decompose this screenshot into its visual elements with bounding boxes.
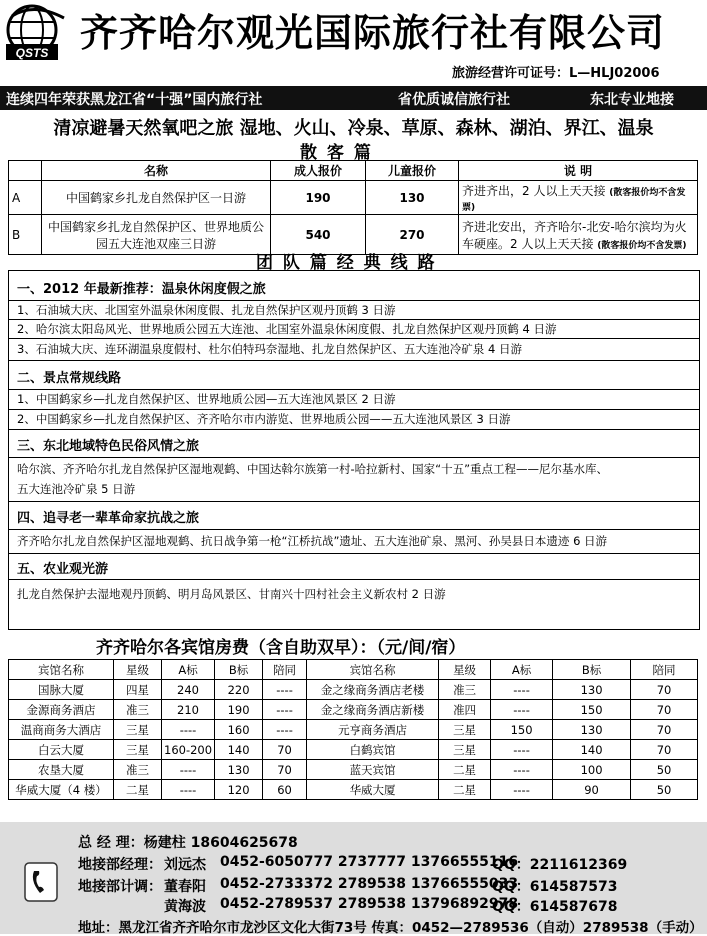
hotel-title: 齐齐哈尔各宾馆房费（含自助双早）：（元/间/宿） [96,638,466,658]
contact-phones: 0452-2733372 2789538 13766555033 [220,876,519,892]
honors-banner [0,86,707,110]
sanke-title: 散 客 篇 [300,143,373,163]
hotel-cell: 二星 [114,780,162,800]
hotel-cell: 70 [631,740,698,760]
hotel-cell: 70 [263,760,307,780]
hotel-cell: 50 [631,760,698,780]
hotel-cell: 120 [215,780,263,800]
hotel-cell: 130 [553,680,631,700]
hotel-cell: 130 [553,720,631,740]
col-name: 名称 [42,161,271,181]
hotel-cell: ---- [491,780,553,800]
hotel-cell: 白鹤宾馆 [307,740,439,760]
route-category [9,501,699,530]
hotel-col-guide: 陪同 [263,660,307,680]
license-number: 旅游经营许可证号：L—HLJ02006 [452,66,660,81]
telephone-icon [24,862,58,902]
hotel-row [9,740,698,760]
route-text: 五、农业观光游 [17,562,109,577]
hotel-col-name-2: 宾馆名称 [307,660,439,680]
hotel-cell: ---- [162,720,215,740]
hotel-col-name: 宾馆名称 [9,660,114,680]
hotel-header-row [9,660,698,680]
row-child: 270 [366,215,459,255]
route-item [9,579,699,609]
contact-role: 地接部计调： [78,879,162,895]
row-adult: 540 [271,215,366,255]
hotel-row [9,780,698,800]
col-note: 说 明 [459,161,698,181]
route-item [9,338,699,361]
hotel-cell: ---- [263,680,307,700]
route-text: 3、石油城大庆、连环湖温泉度假村、杜尔伯特玛奈湿地、扎龙自然保护区、五大连池冷矿泉 4 日游 [17,342,522,356]
hotel-cell: 三星 [439,740,491,760]
hotel-cell: 70 [631,680,698,700]
hotel-col-star: 星级 [114,660,162,680]
company-name: 齐齐哈尔观光国际旅行社有限公司 [80,11,666,55]
hotel-cell: 50 [631,780,698,800]
contact-name: 董春阳 [164,879,206,895]
row-note [459,181,698,215]
hotel-cell: ---- [162,780,215,800]
route-text: 三、东北地域特色民俗风情之旅 [17,439,200,454]
route-item [9,409,699,430]
hotel-cell: 温商商务大酒店 [9,720,114,740]
hotel-cell: 金之缘商务酒店新楼 [307,700,439,720]
hotel-cell: 准四 [439,700,491,720]
hotel-col-star-2: 星级 [439,660,491,680]
hotel-cell: 金之缘商务酒店老楼 [307,680,439,700]
note-small: (散客报价均不含发票) [462,188,686,213]
team-title: 团 队 篇 经 典 线 路 [256,253,437,273]
hotel-cell: 220 [215,680,263,700]
note-text: 齐进齐出，2 人以上天天接 [462,184,606,198]
hotel-cell: 140 [553,740,631,760]
hotel-cell: 150 [491,720,553,740]
route-category [9,429,699,458]
hotel-cell: 白云大厦 [9,740,114,760]
hotel-col-guide-2: 陪同 [631,660,698,680]
route-text: 哈尔滨、齐齐哈尔扎龙自然保护区湿地观鹤、中国达斡尔族第一村-哈拉新村、国家“十五”重点工程——尼尔基水库、 [17,462,609,476]
hotel-cell: 华威大厦（4 楼） [9,780,114,800]
route-text: 2、中国鹤家乡—扎龙自然保护区、齐齐哈尔市内游览、世界地质公园——五大连池风景区 3 日游 [17,412,511,426]
hotel-cell: 金源商务酒店 [9,700,114,720]
route-item [9,529,699,554]
hotel-cell: ---- [491,700,553,720]
hotel-cell: 二星 [439,760,491,780]
summer-tour-line: 清凉避暑天然氧吧之旅 湿地、火山、冷泉、草原、森林、湖泊、界江、温泉 [53,118,654,139]
hotel-cell: 二星 [439,780,491,800]
hotel-cell: 三星 [114,720,162,740]
hotel-cell: ---- [162,760,215,780]
route-text: 四、追寻老一辈革命家抗战之旅 [17,511,200,526]
contact-qq: QQ：614587678 [492,899,618,915]
hotel-cell: 三星 [114,740,162,760]
team-routes [8,270,700,630]
hotel-col-b-2: B标 [553,660,631,680]
route-text: 扎龙自然保护去湿地观丹顶鹤、明月岛风景区、甘南兴十四村社会主义新农村 2 日游 [17,587,446,601]
route-item [9,457,699,502]
hotel-cell: 70 [263,740,307,760]
row-code: B [9,215,42,255]
sanke-table [8,160,698,255]
note-small: (散客报价均不含发票) [597,240,687,251]
hotel-cell: 60 [263,780,307,800]
contact-qq: QQ：2211612369 [492,857,628,873]
company-logo [4,4,70,62]
hotel-cell: 210 [162,700,215,720]
route-text: 1、中国鹤家乡—扎龙自然保护区、世界地质公园—五大连池风景区 2 日游 [17,392,396,406]
hotel-cell: 农垦大厦 [9,760,114,780]
hotel-cell: 240 [162,680,215,700]
hotel-row [9,680,698,700]
hotel-cell: 160 [215,720,263,740]
contact-role: 地接部经理： [78,857,162,873]
honor-1: 连续四年荣获黑龙江省“十强”国内旅行社 [6,92,263,108]
route-text: 二、景点常规线路 [17,370,122,386]
hotel-cell: 蓝天宾馆 [307,760,439,780]
hotel-cell: 三星 [439,720,491,740]
hotel-cell: 四星 [114,680,162,700]
route-text: 齐齐哈尔扎龙自然保护区湿地观鹤、抗日战争第一枪“江桥抗战”遗址、五大连池矿泉、黑河、孙吴县日本遗迹 6 日游 [17,534,608,548]
col-adult: 成人报价 [271,161,366,181]
hotel-cell: 元亨商务酒店 [307,720,439,740]
hotel-cell: 190 [215,700,263,720]
row-child: 130 [366,181,459,215]
hotel-cell: 70 [631,700,698,720]
hotel-cell: 准三 [114,760,162,780]
hotel-cell: 130 [215,760,263,780]
hotel-cell: 准三 [439,680,491,700]
contact-phones: 0452-6050777 2737777 13766555116 [220,854,519,870]
hotel-row [9,720,698,740]
contact-name: 刘远杰 [164,857,206,873]
route-text: 1、石油城大庆、北国室外温泉休闲度假、扎龙自然保护区观丹顶鹤 3 日游 [17,303,396,317]
hotel-cell: ---- [263,700,307,720]
address-fax: 地址：黑龙江省齐齐哈尔市龙沙区文化大街73号 传真：0452—2789536（自动）2789538（手动） [78,920,703,936]
contact-phones: 0452-2789537 2789538 13796892978 [220,896,519,912]
route-text-cont: 五大连池冷矿泉 5 日游 [17,482,136,496]
sanke-header-row [9,161,698,181]
contact-qq: QQ：614587573 [492,879,618,895]
table-row [9,181,698,215]
hotel-cell: ---- [491,760,553,780]
hotel-cell: ---- [491,740,553,760]
hotel-col-a-2: A标 [491,660,553,680]
general-manager: 总 经 理：杨建柱 18604625678 [78,835,298,851]
hotel-cell: 140 [215,740,263,760]
route-text: 2、哈尔滨太阳岛风光、世界地质公园五大连池、北国室外温泉休闲度假、扎龙自然保护区观丹顶鹤 4 日游 [17,322,557,336]
hotel-row [9,760,698,780]
route-text: 一、2012 年最新推荐：温泉休闲度假之旅 [17,281,266,297]
contact-footer [0,822,707,934]
row-name: 中国鹤家乡扎龙自然保护区、世界地质公园五大连池双座三日游 [42,215,271,255]
hotel-cell: 90 [553,780,631,800]
row-name: 中国鹤家乡扎龙自然保护区一日游 [42,181,271,215]
hotel-cell: ---- [491,680,553,700]
hotel-cell: ---- [263,720,307,740]
route-category [9,553,699,580]
hotel-table [8,659,698,800]
route-item [9,300,699,320]
honor-3: 东北专业地接 [590,92,674,108]
contact-name: 黄海波 [164,899,206,915]
route-item [9,389,699,410]
hotel-row [9,700,698,720]
note-text: 齐进北安出，齐齐哈尔-北安-哈尔滨均为火车硬座。2 人以上天天接 [462,219,687,251]
col-child: 儿童报价 [366,161,459,181]
hotel-col-a: A标 [162,660,215,680]
route-category [9,271,699,301]
hotel-cell: 国脉大厦 [9,680,114,700]
route-category [9,360,699,390]
logo-text: QSTS [15,46,49,60]
row-adult: 190 [271,181,366,215]
honor-2: 省优质诚信旅行社 [398,92,510,108]
hotel-cell: 70 [631,720,698,740]
row-code: A [9,181,42,215]
route-item [9,319,699,339]
row-note [459,215,698,255]
hotel-cell: 160-200 [162,740,215,760]
hotel-cell: 华威大厦 [307,780,439,800]
hotel-cell: 150 [553,700,631,720]
hotel-cell: 100 [553,760,631,780]
hotel-col-b: B标 [215,660,263,680]
hotel-cell: 准三 [114,700,162,720]
